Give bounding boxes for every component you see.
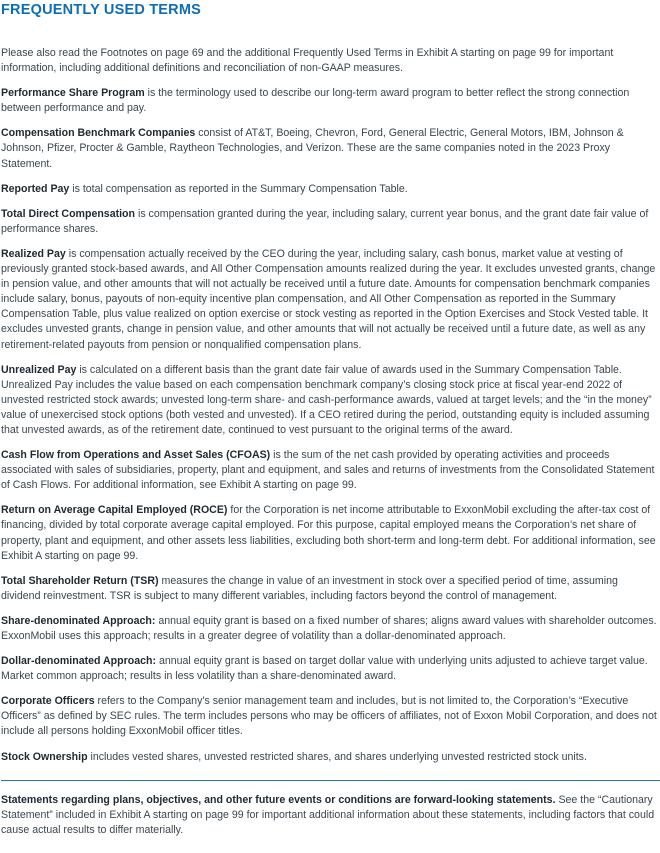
term-text: annual equity grant is based on target dollar value with underlying units adjusted to achieve target value. Market common approach; results in less volatility than a share-denominated award.	[1, 655, 648, 683]
term-definition	[1, 750, 660, 765]
term-definition	[1, 574, 660, 604]
term-definition	[1, 182, 660, 197]
term-text: is compensation granted during the year, including salary, current year bonus, and the grant date fair value of performance shares.	[1, 207, 649, 235]
term-text: is compensation actually received by the CEO during the year, including salary, cash bonus, market value at vesting of previously granted stock-based awards, and All Other Compensation amounts realized during the year. It excludes unvested grants, change in pension value, and other amounts that will not actually be received until a future date. Amounts for compensation benchmark companies include salary, bonus, payouts of non-equity incentive plan compensation, and All Other Compensation as reported in the Summary Compensation Table, plus value realized on option exercise or stock vesting as reported in the Option Exercises and Stock Vested table. It excludes unvested grants, change in pension value, and other amounts that will not actually be received until a future date, as well as any retirement-related payouts from pension or nonqualified compensation plans.	[1, 247, 656, 351]
term-definition	[1, 448, 660, 493]
footer-paragraph	[1, 793, 660, 838]
term-text: refers to the Company’s senior management team and includes, but is not limited to, the Corporation’s “Executive Officers” as defined by SEC rules. The term includes persons who may be officers of affiliates, not of Exxon Mobil Corporation, and does not include all persons holding ExxonMobil officer titles.	[1, 695, 657, 738]
term-definition	[1, 654, 660, 684]
term-name: Performance Share Program	[1, 87, 145, 100]
section-divider	[1, 780, 660, 781]
term-text: consist of AT&T, Boeing, Chevron, Ford, General Electric, General Motors, IBM, Johnson & Johnson, Pfizer, Procter & Gamble, Raytheon Technologies, and Verizon. These are the same companies noted in the 2023 Proxy Statement.	[1, 127, 624, 170]
term-name: Stock Ownership	[1, 750, 88, 763]
term-name: Share-denominated Approach:	[1, 614, 156, 627]
term-name: Reported Pay	[1, 182, 70, 195]
term-text: is calculated on a different basis than the grant date fair value of awards used in the Summary Compensation Table. Unrealized Pay includes the value based on each compensation benchmark company’s closing stock price at fiscal year-end 2022 of unvested restricted stock awards; unvested long-term share- and cash-performance awards, valued at target levels; and the “in the money” value of unexercised stock options (both vested and unvested). If a CEO retired during the period, outstanding equity is included assuming that unvested awards, as of the retirement date, continued to vest pursuant to the original terms of the award.	[1, 363, 652, 436]
term-name: Realized Pay	[1, 247, 66, 260]
term-definition	[1, 207, 660, 237]
term-text: includes vested shares, unvested restricted shares, and shares underlying unvested restricted stock units.	[87, 750, 587, 763]
intro-paragraph: Please also read the Footnotes on page 69 and the additional Frequently Used Terms in Exhibit A starting on page 99 for important information, including additional definitions and reconciliation of non-GAAP measures.	[1, 47, 614, 75]
term-name: Total Shareholder Return (TSR)	[1, 574, 159, 587]
term-text: for the Corporation is net income attributable to ExxonMobil excluding the after-tax cost of financing, divided by total corporate average capital employed. For this purpose, capital employed means the Corporation’s net share of property, plant and equipment, and other assets less liabilities, excluding both short-term and long-term debt. For additional information, see Exhibit A starting on page 99.	[1, 504, 656, 562]
term-text: annual equity grant is based on a fixed number of shares; aligns award values with shareholder outcomes. ExxonMobil uses this approach; results in a greater degree of volatility than a dollar-denominated approach.	[1, 614, 657, 642]
term-name: Cash Flow from Operations and Asset Sales (CFOAS)	[1, 449, 271, 462]
term-definition	[1, 86, 660, 116]
term-definition	[1, 126, 660, 171]
footer-lead: Statements regarding plans, objectives, and other future events or conditions are forward-looking statements.	[1, 793, 556, 806]
term-definition	[1, 614, 660, 644]
term-name: Dollar-denominated Approach:	[1, 655, 156, 668]
term-text: is total compensation as reported in the Summary Compensation Table.	[69, 182, 408, 195]
term-name: Total Direct Compensation	[1, 207, 136, 220]
terms-list	[1, 86, 660, 764]
term-name: Corporate Officers	[1, 695, 95, 708]
term-name: Compensation Benchmark Companies	[1, 127, 196, 140]
term-definition	[1, 247, 660, 353]
term-text: is the sum of the net cash provided by operating activities and proceeds associated with sales of subsidiaries, property, plant and equipment, and sales and returns of investments from the Consolidated Statement of Cash Flows. For additional information, see Exhibit A starting on page 99.	[1, 449, 655, 492]
term-name: Unrealized Pay	[1, 363, 77, 376]
term-definition	[1, 694, 660, 739]
term-definition	[1, 503, 660, 563]
page-title: FREQUENTLY USED TERMS	[1, 2, 201, 18]
term-definition	[1, 363, 660, 438]
term-text: measures the change in value of an investment in stock over a specified period of time, assuming dividend reinvestment. TSR is subject to many different variables, including factors beyond the control of management.	[1, 574, 618, 602]
term-text: is the terminology used to describe our long-term award program to better reflect the strong connection between performance and pay.	[1, 87, 630, 115]
term-name: Return on Average Capital Employed (ROCE)	[1, 504, 228, 517]
footer-text: See the “Cautionary Statement” included in Exhibit A starting on page 99 for important additional information about these statements, including factors that could cause actual results to differ materially.	[1, 793, 655, 836]
forward-looking-statement	[1, 793, 660, 838]
